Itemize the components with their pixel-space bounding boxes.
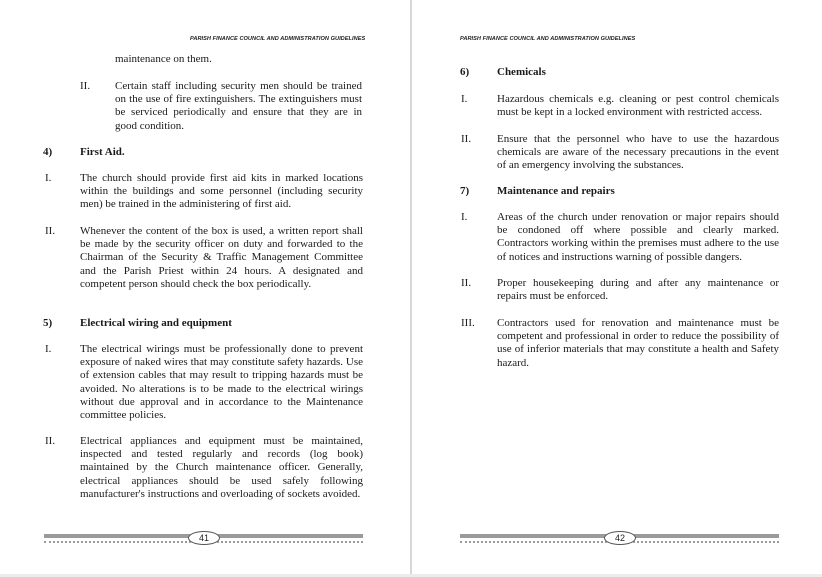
item-number: I. bbox=[45, 172, 52, 184]
running-header: PARISH FINANCE COUNCIL AND ADMINISTRATION GUIDELINES bbox=[190, 36, 366, 42]
item-number: II. bbox=[45, 225, 56, 237]
item-number: II. bbox=[45, 435, 56, 447]
item-text: Proper housekeeping during and after any maintenance or repairs must be enforced. bbox=[497, 277, 779, 303]
item-text: The electrical wirings must be professionally done to prevent exposure of naked wires that may constitute safety hazards. Use of extension cables that may result to tripping hazards must be avoided. No alterations is to be made to the electrical wirings without due approval and in accordance to the Maintenance committee policies. bbox=[80, 343, 363, 422]
item-text: Ensure that the personnel who have to use the hazardous chemicals are aware of the necessary precautions in the event of an emergency involving the substances. bbox=[497, 133, 779, 172]
section-title: Chemicals bbox=[497, 66, 546, 78]
item-number: I. bbox=[45, 343, 52, 355]
item-text: Areas of the church under renovation or major repairs should be condoned off where possible and clearly marked. Contractors working within the premises must adhere to the use of notices and instructions warning of possible dangers. bbox=[497, 211, 779, 263]
section-number: 5) bbox=[43, 317, 53, 329]
item-number: III. bbox=[461, 317, 475, 329]
left-page bbox=[0, 0, 410, 577]
item-number: II. bbox=[461, 277, 472, 289]
item-text: Whenever the content of the box is used, a written report shall be made by the security officer on duty and forwarded to the Chairman of the Security & Traffic Management Committee and the Parish Priest within 24 hours. A designated and competent person should check the box periodically. bbox=[80, 225, 363, 290]
section-number: 6) bbox=[460, 66, 470, 78]
item-text: Certain staff including security men should be trained on the use of fire extinguishers. The extinguishers must be serviced periodically and ensure that they are in good condition. bbox=[115, 80, 362, 132]
item-text: Hazardous chemicals e.g. cleaning or pest control chemicals must be kept in a locked environment with restricted access. bbox=[497, 93, 779, 119]
item-text: The church should provide first aid kits in marked locations within the buildings and some personnel (including security men) be trained in the administering of first aid. bbox=[80, 172, 363, 211]
item-text: Contractors used for renovation and maintenance must be competent and professional in order to reduce the possibility of use of inferior materials that may constitute a health and Safety hazard. bbox=[497, 317, 779, 369]
right-page bbox=[412, 0, 822, 577]
item-number: II. bbox=[461, 133, 472, 145]
running-header: PARISH FINANCE COUNCIL AND ADMINISTRATION GUIDELINES bbox=[460, 36, 636, 42]
section-title: Maintenance and repairs bbox=[497, 185, 615, 197]
item-number: I. bbox=[461, 93, 468, 105]
item-number: I. bbox=[461, 211, 468, 223]
section-title: Electrical wiring and equipment bbox=[80, 317, 232, 329]
item-number: II. bbox=[80, 80, 91, 92]
continuation-text: maintenance on them. bbox=[115, 53, 212, 65]
page-number: 41 bbox=[188, 531, 220, 545]
item-text: Electrical appliances and equipment must be maintained, inspected and tested regularly and records (log book) maintained by the Church maintenance officer. Generally, electrical appliances should be used safely following manufacturer's instructions and overloading of sockets avoided. bbox=[80, 435, 363, 500]
section-number: 4) bbox=[43, 146, 53, 158]
page-number: 42 bbox=[604, 531, 636, 545]
section-title: First Aid. bbox=[80, 146, 125, 158]
section-number: 7) bbox=[460, 185, 470, 197]
